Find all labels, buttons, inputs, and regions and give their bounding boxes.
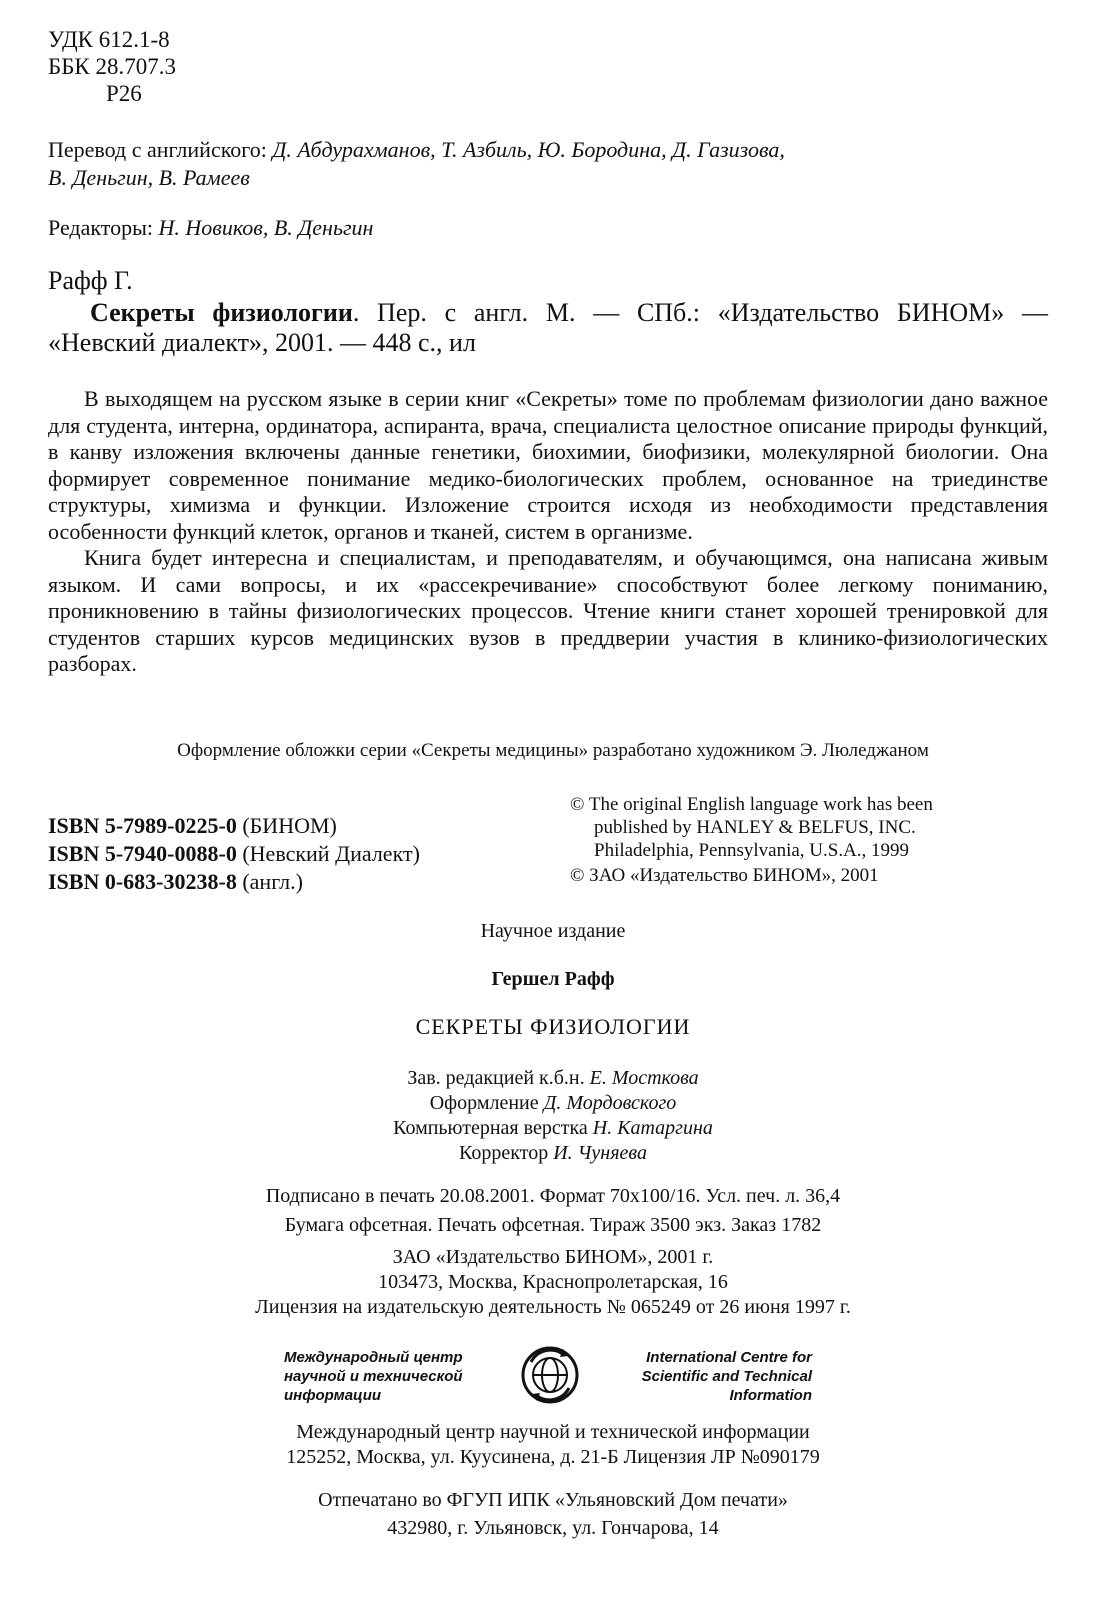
info-center-line-2: 125252, Москва, ул. Куусинена, д. 21-Б Лицензия ЛР №090179 [286,1446,820,1468]
copyright-line-2: published by HANLEY & BELFUS, INC. [594,817,916,838]
translators-names-line1: Д. Абдурахманов, Т. Азбиль, Ю. Бородина, Д. Газизова, [272,137,785,162]
citation-author: Рафф Г. [48,266,133,295]
staff-name: И. Чуняева [553,1142,647,1164]
logo-en-line: International Centre for [646,1349,812,1366]
printer-details [0,1486,1106,1542]
copyright-line-4: © ЗАО «Издательство БИНОМ», 2001 [570,865,879,886]
staff-name: Д. Мордовского [543,1092,677,1114]
isbn-note: (англ.) [236,869,303,894]
isbn-item [48,868,420,896]
bbk-code: ББК 28.707.3 [48,54,177,79]
info-center-details [0,1420,1106,1470]
translators-names-line2: В. Деньгин, В. Рамеев [48,165,250,190]
logo-en-line: Information [729,1387,812,1404]
staff-role: Зав. редакцией к.б.н. [407,1067,590,1089]
udk-code: УДК 612.1-8 [48,27,170,52]
editors-credit [48,214,373,242]
isbn-item [48,840,420,868]
editors-label: Редакторы: [48,215,159,240]
publisher-line-1: ЗАО «Издательство БИНОМ», 2001 г. [392,1246,714,1268]
isbn-number: ISBN 0-683-30238-8 [48,869,237,894]
copyright-line-3: Philadelphia, Pennsylvania, U.S.A., 1999 [594,840,910,861]
logo-en-line: Scientific and Technical [641,1368,812,1385]
bibliographic-entry [48,298,1048,358]
citation-title: Секреты физиологии [90,298,353,327]
staff-row [0,1141,1106,1166]
editors-names: Н. Новиков, В. Деньгин [158,215,374,240]
staff-row [0,1066,1106,1091]
staff-row [0,1116,1106,1141]
print-line-1: Подписано в печать 20.08.2001. Формат 70х100/16. Усл. печ. л. 36,4 [265,1185,841,1207]
printer-line-2: 432980, г. Ульяновск, ул. Гончарова, 14 [387,1517,719,1539]
citation-details: . Пер. с англ. М. — СПб.: «Издательство БИНОМ» — «Невский диалект», 2001. — 448 с., ил [48,298,1048,357]
isbn-number: ISBN 5-7989-0225-0 [48,813,237,838]
imprint-author: Гершел Рафф [491,968,615,990]
copyright-notice [570,793,933,887]
staff-name: Е. Мосткова [589,1067,699,1089]
isbn-note: (БИНОМ) [236,813,337,838]
copyright-line-1: © The original English language work has been [570,794,933,815]
staff-role: Оформление [429,1092,544,1114]
isbn-note: (Невский Диалект) [236,841,420,866]
staff-name: Н. Катаргина [592,1117,713,1139]
annotation [48,386,1048,678]
isbn-item [48,812,420,840]
printer-line-1: Отпечатано во ФГУП ИПК «Ульяновский Дом печати» [318,1489,788,1511]
globe-arrows-icon [519,1344,581,1406]
author-mark-code: Р26 [106,81,142,106]
logo-ru-line: информации [284,1387,382,1404]
translators-credit [48,136,1058,192]
classification-codes [48,26,176,107]
logo-text-ru [284,1348,496,1405]
imprint-staff [0,1066,1106,1166]
print-details [0,1182,1106,1240]
logo-text-en [598,1348,812,1405]
staff-row [0,1091,1106,1116]
annotation-paragraph-1: В выходящем на русском языке в серии книг «Секреты» томе по проблемам физиологии дано важное для студента, интерна, ординатора, аспиранта, врача, специалиста целостное описание природы функций, в канву изложения включены данные генетики, биохимии, биофизики, молекулярной биологии. Она формирует современное понимание медико-биологических проблем, основанное на триединстве структуры, химизма и функции. Изложение строится исходя из необходимости представления особенности функций клеток, органов и тканей, систем в организме. [48,386,1048,544]
edition-type: Научное издание [480,920,626,942]
isbn-number: ISBN 5-7940-0088-0 [48,841,237,866]
cover-design-credit: Оформление обложки серии «Секреты медицины» разработано художником Э. Люледжаном [177,740,929,761]
annotation-paragraph-2: Книга будет интересна и специалистам, и преподавателям, и обучающимся, она написана живым языком. И сами вопросы, и их «рассекречивание» способствуют более легкому пониманию, проникновению в тайны физиологических процессов. Чтение книги станет хорошей тренировкой для студентов старших курсов медицинских вузов в преддверии участия в клинико-физиологических разборах. [48,545,1048,676]
publisher-line-3: Лицензия на издательскую деятельность № 065249 от 26 июня 1997 г. [255,1296,851,1318]
translators-label: Перевод с английского: [48,137,273,162]
imprint-book-title: СЕКРЕТЫ ФИЗИОЛОГИИ [415,1014,691,1039]
info-center-line-1: Международный центр научной и технической информации [296,1421,810,1443]
publisher-line-2: 103473, Москва, Краснопролетарская, 16 [378,1271,728,1293]
publisher-details [0,1245,1106,1320]
logo-ru-line: научной и технической [284,1368,463,1385]
isbn-list [48,812,420,896]
staff-role: Компьютерная верстка [393,1117,593,1139]
logo-ru-line: Международный центр [284,1349,463,1366]
staff-role: Корректор [459,1142,554,1164]
print-line-2: Бумага офсетная. Печать офсетная. Тираж 3500 экз. Заказ 1782 [284,1214,822,1236]
info-center-logo [0,1344,1106,1412]
